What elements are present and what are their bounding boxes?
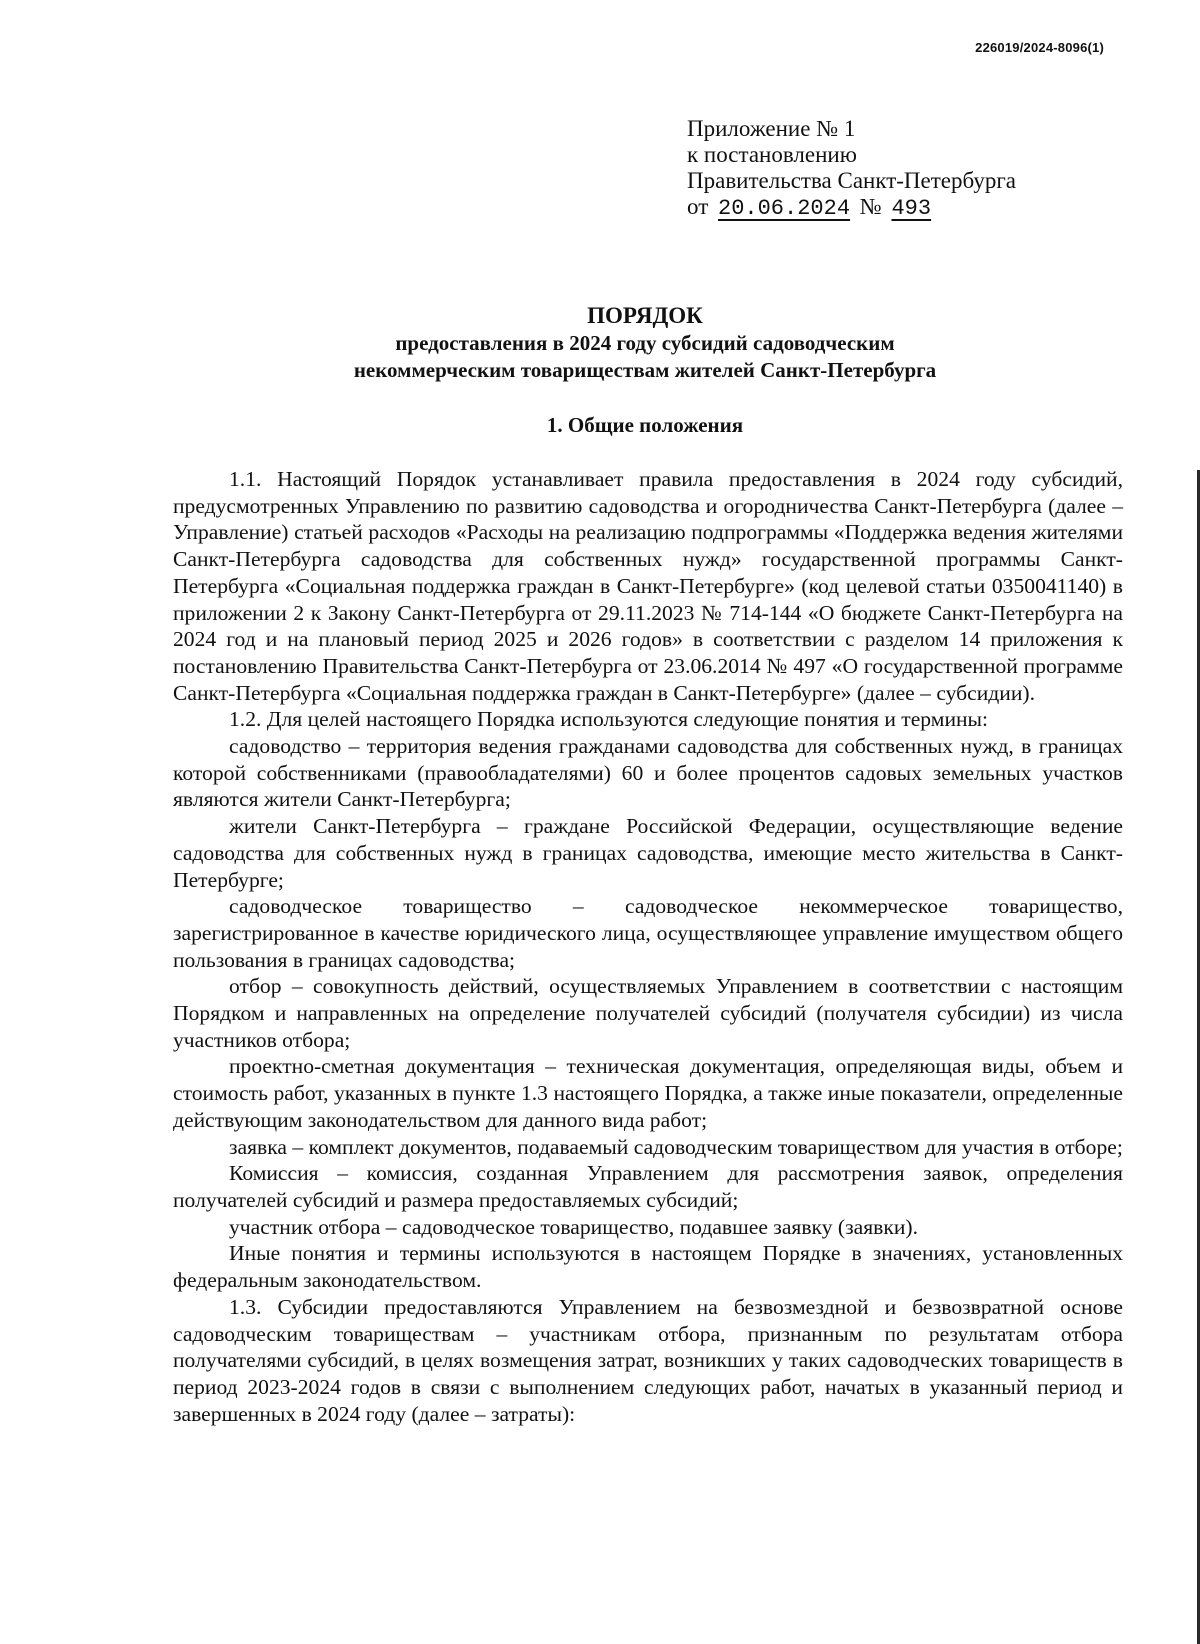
appendix-block [687,116,1016,222]
document-title [170,302,1120,384]
decree-date: 20.06.2024 [718,196,851,221]
from-label: от [687,194,709,219]
paragraph: участник отбора – садоводческое товарищество, подавшее заявку (заявки). [229,1214,918,1239]
appendix-line-2: к постановлению [687,142,857,167]
paragraph: заявка – комплект документов, подаваемый садоводческим товариществом для участия в отборе; [229,1134,1123,1159]
paragraph: садоводство – территория ведения гражданами садоводства для собственных нужд, в границах которой собственниками (правообладателями) 60 и более процентов садовых земельных участков являются жители Санкт-Петербурга; [173,734,1123,812]
appendix-date-line [687,194,1016,222]
paragraph: жители Санкт-Петербурга – граждане Российской Федерации, осуществляющие ведение садоводства для собственных нужд в границах садоводства, имеющие место жительства в Санкт-Петербурге; [173,814,1123,892]
number-label: № [859,194,882,219]
paragraph: 1.1. Настоящий Порядок устанавливает правила предоставления в 2024 году субсидий, предусмотренных Управлению по развитию садоводства и огородничества Санкт-Петербурга (далее – Управление) статьей расходов «Расходы на реализацию подпрограммы «Поддержка ведения жителями Санкт-Петербурга садоводства для собственных нужд» государственной программы Санкт-Петербурга «Социальная поддержка граждан в Санкт-Петербурге» (код целевой статьи 0350041140) в приложении 2 к Закону Санкт-Петербурга от 29.11.2023 № 714-144 «О бюджете Санкт-Петербурга на 2024 год и на плановый период 2025 и 2026 годов» в соответствии с разделом 14 приложения к постановлению Правительства Санкт-Петербурга от 23.06.2014 № 497 «О государственной программе Санкт-Петербурга «Социальная поддержка граждан в Санкт-Петербурге» (далее – субсидии). [173,467,1123,705]
title-subtitle-1: предоставления в 2024 году субсидий садоводческим [395,331,895,355]
document-body [173,466,1123,1427]
document-id: 226019/2024-8096(1) [975,40,1104,55]
decree-number: 493 [891,196,932,221]
title-main: ПОРЯДОК [587,303,703,328]
paragraph: 1.2. Для целей настоящего Порядка используются следующие понятия и термины: [229,707,989,732]
paragraph: садоводческое товарищество – садоводческое некоммерческое товарищество, зарегистрированное в качестве юридического лица, осуществляющее управление имуществом общего пользования в границах садоводства; [173,894,1123,972]
title-subtitle-2: некоммерческим товариществам жителей Санкт-Петербурга [353,358,937,382]
paragraph: Иные понятия и термины используются в настоящем Порядке в значениях, установленных федеральным законодательством. [173,1241,1123,1293]
appendix-line-1: Приложение № 1 [687,116,856,141]
paragraph: 1.3. Субсидии предоставляются Управлением на безвозмездной и безвозвратной основе садоводческим товариществам – участникам отбора, признанным по результатам отбора получателями субсидий, в целях возмещения затрат, возникших у таких садоводческих товариществ в период 2023-2024 годов в связи с выполнением следующих работ, начатых в указанный период и завершенных в 2024 году (далее – затраты): [173,1294,1123,1426]
paragraph: проектно-сметная документация – техническая документация, определяющая виды, объем и стоимость работ, указанных в пункте 1.3 настоящего Порядка, а также иные показатели, определенные действующим законодательством для данного вида работ; [173,1054,1123,1132]
paragraph: Комиссия – комиссия, созданная Управлением для рассмотрения заявок, определения получателей субсидий и размера предоставляемых субсидий; [173,1161,1123,1212]
section-heading: 1. Общие положения [546,413,744,437]
paragraph: отбор – совокупность действий, осуществляемых Управлением в соответствии с настоящим Порядком и направленных на определение получателей субсидий (получателя субсидии) из числа участников отбора; [173,974,1123,1052]
appendix-line-3: Правительства Санкт-Петербурга [687,168,1016,193]
